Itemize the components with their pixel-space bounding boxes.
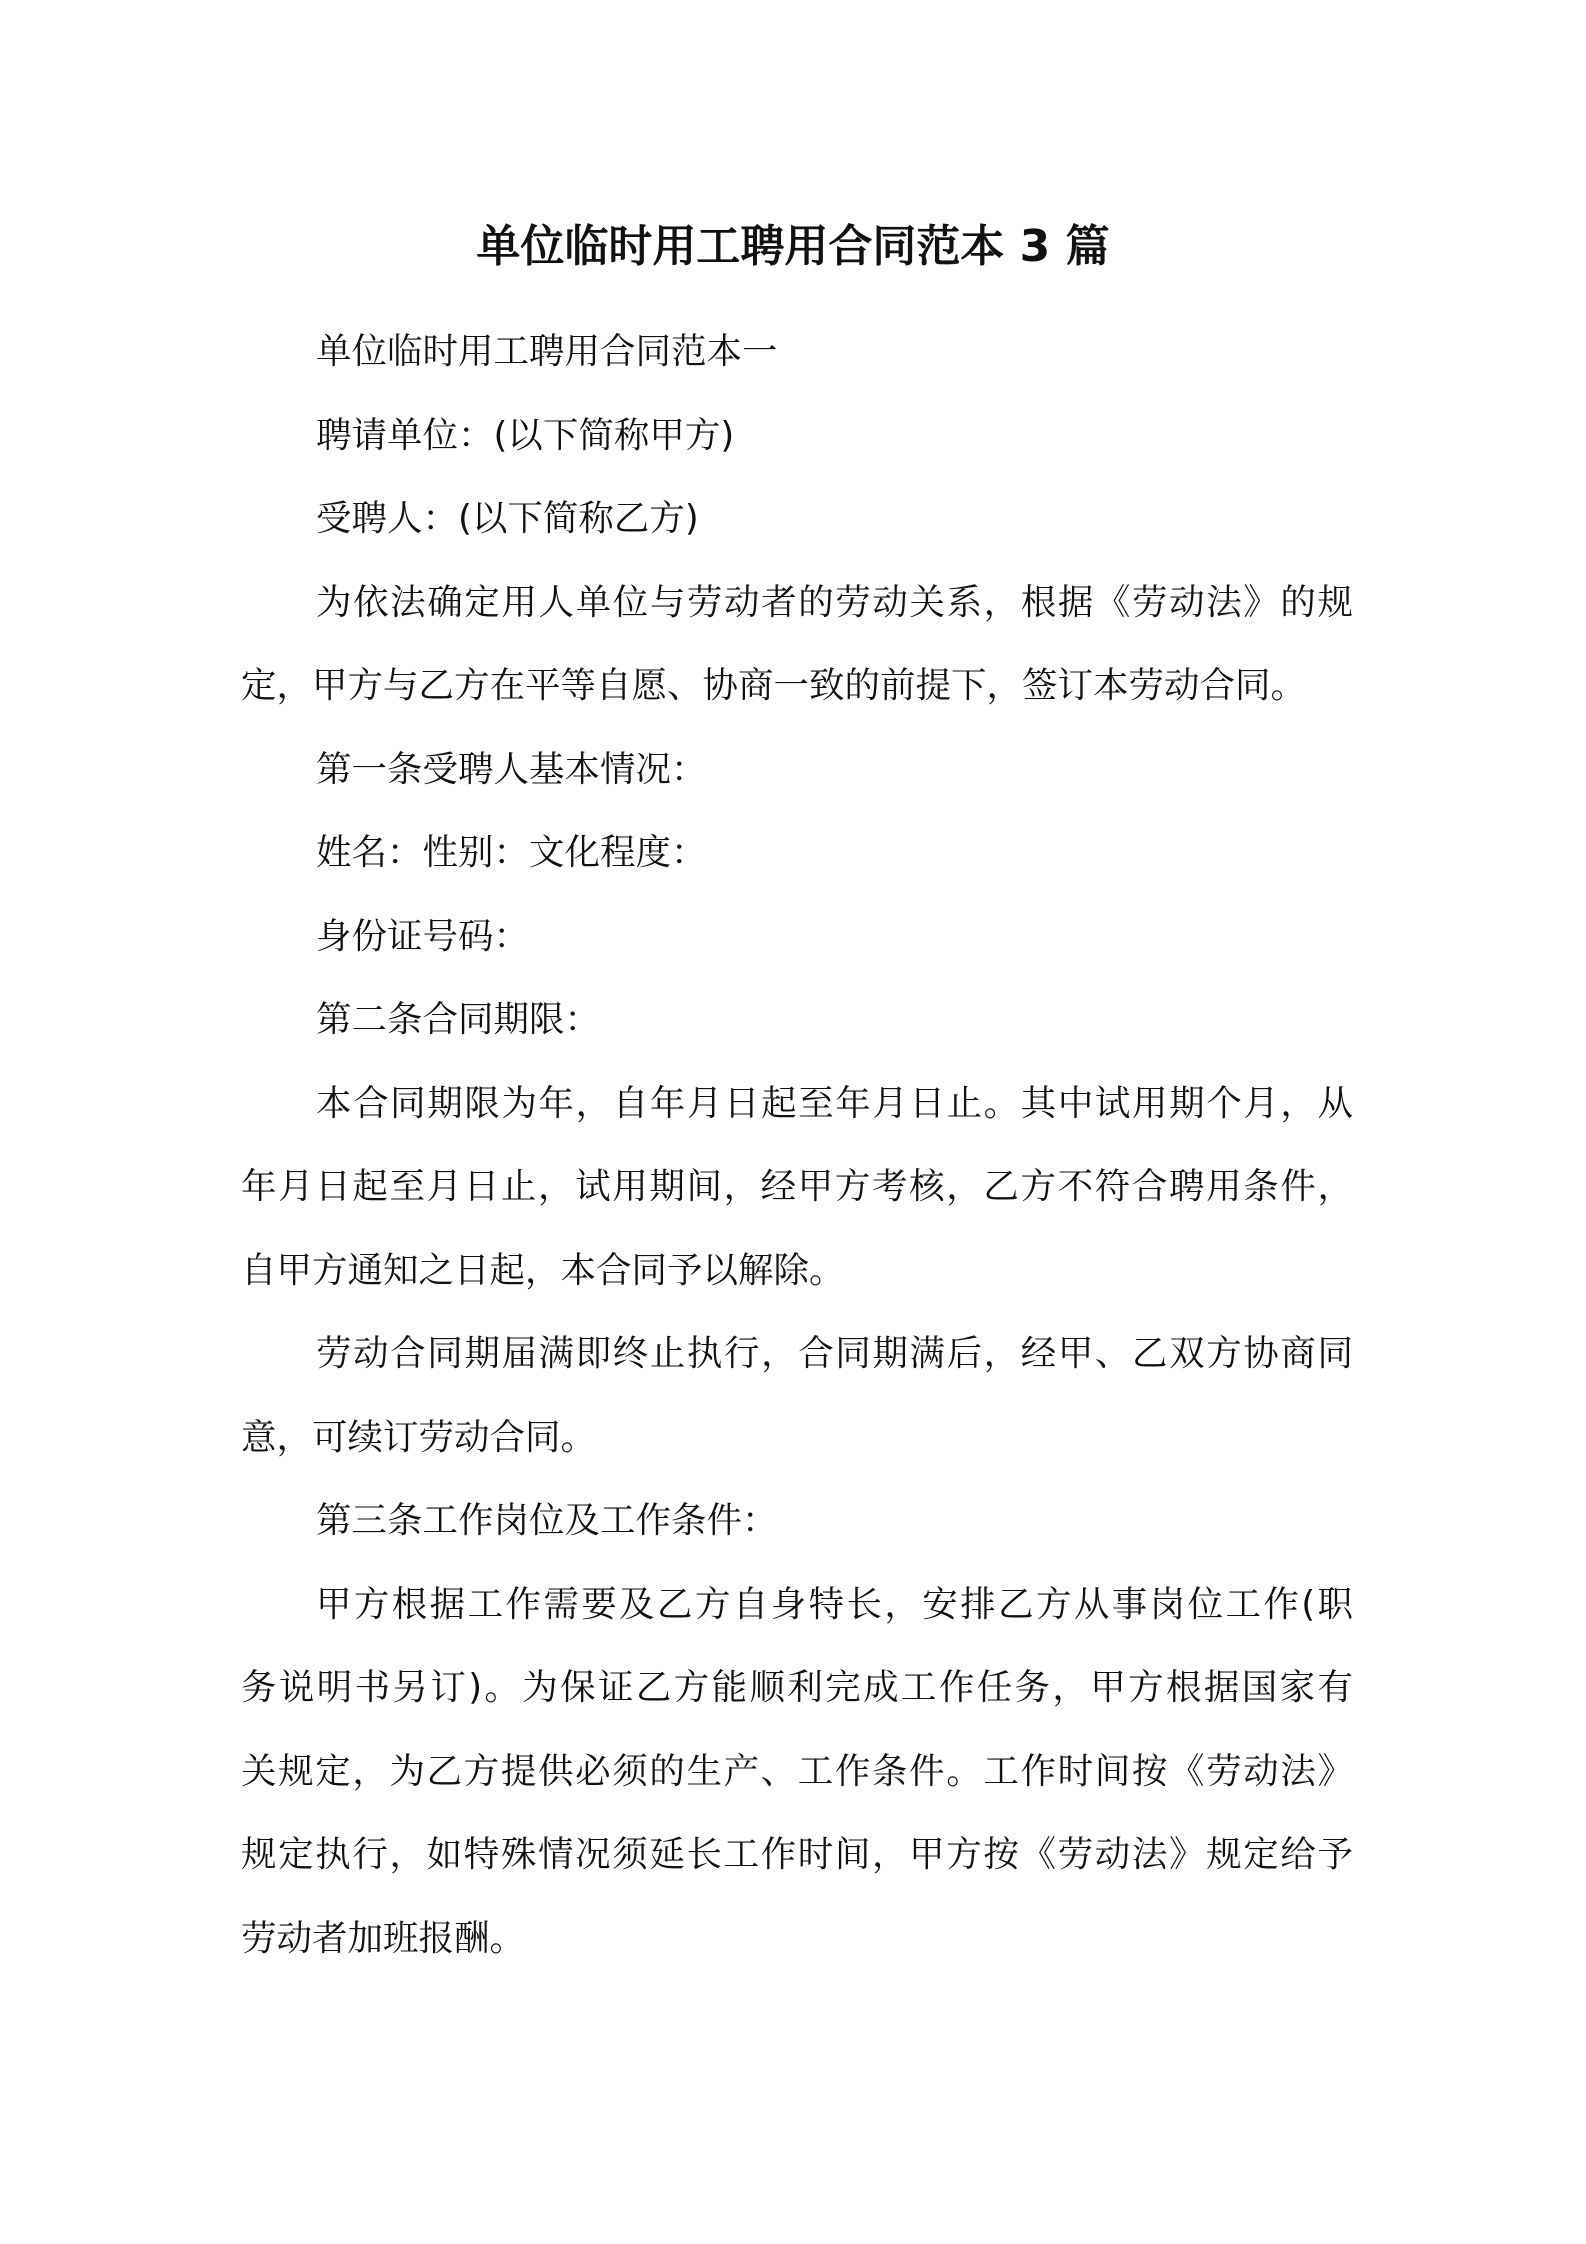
paragraph-employee bbox=[241, 477, 1353, 561]
paragraph-preamble bbox=[241, 561, 1353, 728]
paragraph-line: 意，可续订劳动合同。 bbox=[241, 1416, 597, 1458]
paragraph-article-three-heading bbox=[241, 1479, 1353, 1563]
paragraph-line: 务说明书另订)。为保证乙方能顺利完成工作任务，甲方根据国家有 bbox=[241, 1667, 1353, 1708]
paragraph-employer bbox=[241, 394, 1353, 478]
paragraph-work-conditions bbox=[241, 1563, 1353, 1981]
paragraph-line: 第三条工作岗位及工作条件： bbox=[316, 1500, 778, 1541]
paragraph-article-one-heading bbox=[241, 728, 1353, 812]
paragraph-personal-info bbox=[241, 811, 1353, 895]
paragraph-line: 第二条合同期限： bbox=[316, 999, 601, 1040]
paragraph-contract-renewal bbox=[241, 1312, 1353, 1479]
paragraph-line: 为依法确定用人单位与劳动者的劳动关系，根据《劳动法》的规 bbox=[316, 581, 1353, 623]
paragraph-id-number bbox=[241, 895, 1353, 979]
paragraph-line: 关规定，为乙方提供必须的生产、工作条件。工作时间按《劳动法》 bbox=[241, 1750, 1353, 1792]
paragraph-line: 劳动者加班报酬。 bbox=[241, 1917, 526, 1959]
paragraph-line: 定，甲方与乙方在平等自愿、协商一致的前提下，签订本劳动合同。 bbox=[241, 665, 1307, 706]
paragraph-line: 劳动合同期届满即终止执行，合同期满后，经甲、乙双方协商同 bbox=[316, 1333, 1353, 1374]
paragraph-contract-term bbox=[241, 1062, 1353, 1313]
document-title: 单位临时用工聘用合同范本 3 篇 bbox=[476, 221, 1110, 272]
document-body bbox=[241, 310, 1353, 1980]
paragraph-line: 本合同期限为年，自年月日起至年月日止。其中试用期个月，从 bbox=[316, 1082, 1353, 1124]
paragraph-contract-one-heading bbox=[241, 310, 1353, 394]
paragraph-line: 身份证号码： bbox=[316, 915, 530, 957]
paragraph-line: 年月日起至月日止，试用期间，经甲方考核，乙方不符合聘用条件， bbox=[241, 1166, 1353, 1207]
paragraph-article-two-heading bbox=[241, 978, 1353, 1062]
paragraph-line: 第一条受聘人基本情况： bbox=[316, 748, 707, 790]
paragraph-line: 甲方根据工作需要及乙方自身特长，安排乙方从事岗位工作(职 bbox=[316, 1583, 1353, 1625]
paragraph-line: 规定执行，如特殊情况须延长工作时间，甲方按《劳动法》规定给予 bbox=[241, 1834, 1353, 1875]
paragraph-line: 姓名：性别：文化程度： bbox=[316, 832, 707, 873]
paragraph-line: 聘请单位：(以下简称甲方) bbox=[316, 414, 735, 456]
paragraph-line: 单位临时用工聘用合同范本一 bbox=[316, 331, 778, 372]
paragraph-line: 受聘人：(以下简称乙方) bbox=[316, 498, 699, 539]
paragraph-line: 自甲方通知之日起，本合同予以解除。 bbox=[241, 1249, 845, 1291]
